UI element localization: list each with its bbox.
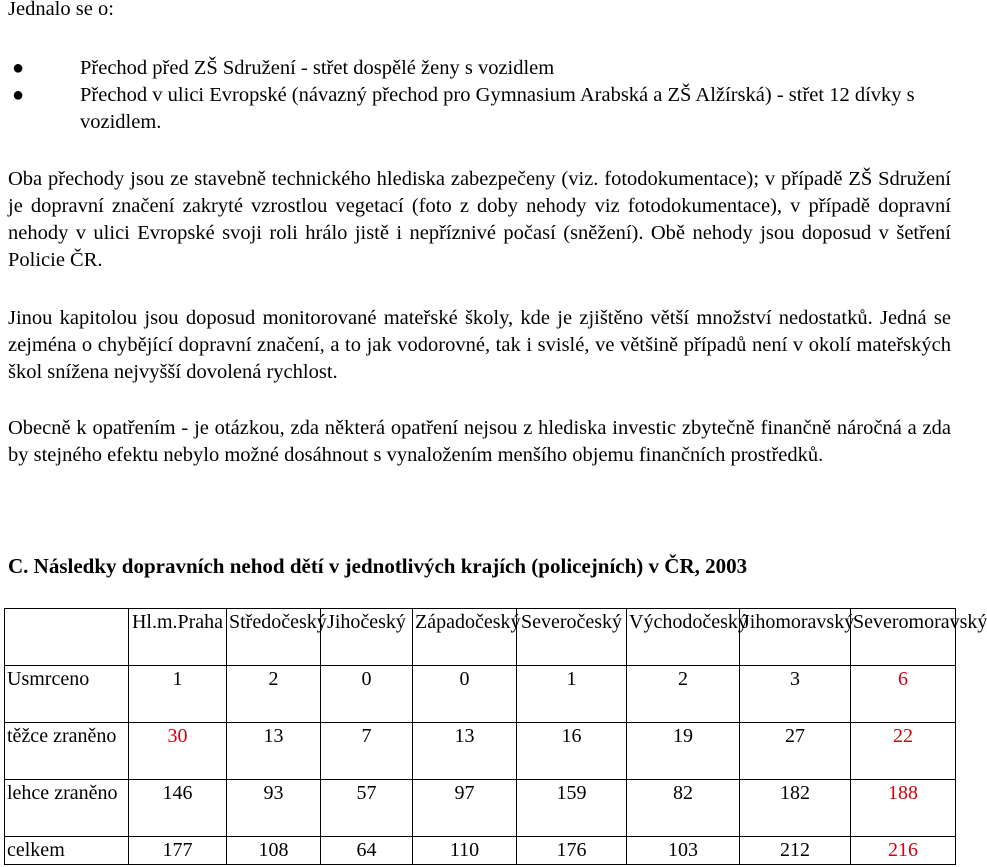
table-cell: 13 xyxy=(413,723,517,780)
table-cell: 1 xyxy=(517,666,627,723)
table-cell-highlight: 216 xyxy=(851,837,956,865)
table-cell-highlight: 30 xyxy=(129,723,227,780)
table-cell: 3 xyxy=(740,666,851,723)
table-cell: 7 xyxy=(321,723,413,780)
table-cell: 27 xyxy=(740,723,851,780)
bullet-icon: ● xyxy=(12,57,25,79)
paragraph-kindergartens: Jinou kapitolou jsou doposud monitorované mateřské školy, kde je zjištěno větší množství nedostatků. Jedná se zejména o chybějící dopravní značení, a to jak vodorovné, tak i svislé, ve většině případů není v okolí mateřských škol snížena nejvyšší dovolená rychlost. xyxy=(8,307,951,383)
column-header: Severomoravský xyxy=(851,609,956,666)
column-header: Východočeský xyxy=(627,609,740,666)
table-cell: 103 xyxy=(627,837,740,865)
column-header: Hl.m.Praha xyxy=(129,609,227,666)
table-cell: 108 xyxy=(227,837,321,865)
table-cell: 97 xyxy=(413,780,517,837)
paragraph-measures: Obecně k opatřením - je otázkou, zda některá opatření nejsou z hlediska investic zbytečně finančně náročná a zda by stejného efektu nebylo možné dosáhnout s vynaložením menšího objemu finančních prostředků. xyxy=(8,417,951,466)
table-row xyxy=(5,780,956,837)
column-header: Severočeský xyxy=(517,609,627,666)
table-cell: 93 xyxy=(227,780,321,837)
row-label: těžce zraněno xyxy=(5,723,129,780)
table-cell: 57 xyxy=(321,780,413,837)
table-cell: 1 xyxy=(129,666,227,723)
paragraph-crossings: Oba přechody jsou ze stavebně technického hlediska zabezpečeny (viz. fotodokumentace); v případě ZŠ Sdružení je dopravní značení zakryté vzrostlou vegetací (foto z doby nehody viz fotodokumentace), v případě dopravní nehody v ulici Evropské svoji roli hrálo jistě i nepříznivé počasí (sněžení). Obě nehody jsou doposud v šetření Policie ČR. xyxy=(8,168,951,271)
table-cell: 82 xyxy=(627,780,740,837)
list-item-text: Přechod před ZŠ Sdružení - střet dospělé ženy s vozidlem xyxy=(80,57,555,79)
table-cell: 146 xyxy=(129,780,227,837)
table-cell: 182 xyxy=(740,780,851,837)
incident-list xyxy=(0,55,959,136)
row-label: Usmrceno xyxy=(5,666,129,723)
table-corner-cell xyxy=(5,609,129,666)
table-cell: 0 xyxy=(413,666,517,723)
list-item-text: Přechod v ulici Evropské (návazný přechod pro Gymnasium Arabská a ZŠ Alžírská) - střet 12 dívky s vozidlem. xyxy=(80,84,915,133)
table-cell: 2 xyxy=(627,666,740,723)
table-cell-highlight: 22 xyxy=(851,723,956,780)
row-label: lehce zraněno xyxy=(5,780,129,837)
table-cell: 176 xyxy=(517,837,627,865)
table-cell: 19 xyxy=(627,723,740,780)
table-cell: 13 xyxy=(227,723,321,780)
table-cell-highlight: 188 xyxy=(851,780,956,837)
table-cell: 16 xyxy=(517,723,627,780)
accident-table xyxy=(4,608,987,865)
table-cell: 110 xyxy=(413,837,517,865)
table-header-row xyxy=(5,609,956,666)
table-row xyxy=(5,666,956,723)
column-header: Středočeský xyxy=(227,609,321,666)
table-row xyxy=(5,723,956,780)
table-cell: 64 xyxy=(321,837,413,865)
table-cell: 0 xyxy=(321,666,413,723)
column-header: Jihočeský xyxy=(321,609,413,666)
bullet-icon: ● xyxy=(12,84,25,106)
table-cell: 159 xyxy=(517,780,627,837)
table-cell: 212 xyxy=(740,837,851,865)
list-item xyxy=(0,82,959,136)
intro-text: Jednalo se o: xyxy=(8,0,114,20)
table-cell-highlight: 6 xyxy=(851,666,956,723)
column-header: Západočeský xyxy=(413,609,517,666)
section-heading: C. Následky dopravních nehod dětí v jednotlivých krajích (policejních) v ČR, 2003 xyxy=(8,554,748,578)
list-item xyxy=(0,55,959,82)
table-cell: 2 xyxy=(227,666,321,723)
table-cell: 177 xyxy=(129,837,227,865)
row-label: celkem xyxy=(5,837,129,865)
table-row-total xyxy=(5,837,956,865)
column-header: Jihomoravský xyxy=(740,609,851,666)
